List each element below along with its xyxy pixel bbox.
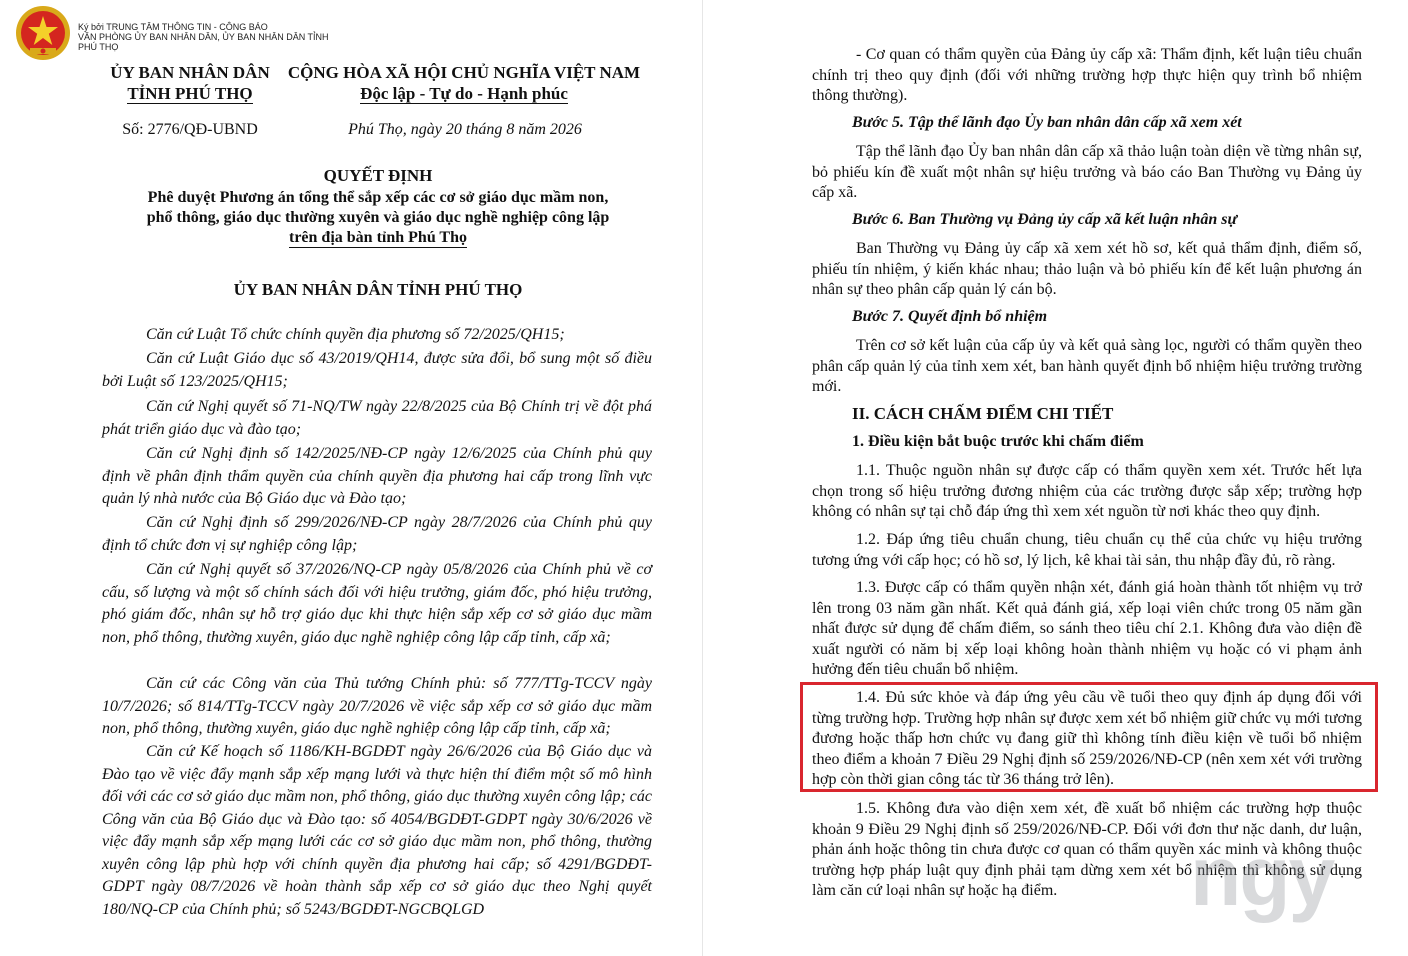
- legal-basis-8: Căn cứ Kế hoạch số 1186/KH-BGDĐT ngày 26/6/2026 của Bộ Giáo dục và Đào tạo về việc đẩy mạnh sắp xếp mạng lưới và thực hiện thí điểm một số mô hình đối với các cơ sở giáo dục mầm non, phổ thông, giáo dục thường xuyên công lập; các Công văn của Bộ Giáo dục và Đào tạo: số 4054/BGDĐT-GDPT ngày 30/6/2026 về việc đẩy mạnh sắp xếp mạng lưới các cơ sở giáo dục mầm non, phổ thông, thường xuyên công lập phù hợp với chính quyền địa phương hai cấp; số 4291/BGDĐT-GDPT ngày 08/7/2026 về hoàn thành sắp xếp cơ sở giáo dục theo Nghị quyết 180/NQ-CP của Chính phủ; số 5243/BGDĐT-NGCBQLGD: [102, 743, 652, 918]
- condition-1-3: 1.3. Được cấp có thẩm quyền nhận xét, đánh giá hoàn thành tốt nhiệm vụ trở lên trong 03 năm gần nhất. Kết quả đánh giá, xếp loại viên chức trong 05 năm gần nhất được sử dụng để chấm điểm, so sánh theo tiêu chí 2.1. Không đưa vào diện đề xuất người có năm bị xếp loại không hoàn thành nhiệm vụ hoặc có vi phạm ảnh hưởng đến tiêu chuẩn bổ nhiệm.: [812, 579, 1362, 678]
- document-title: [100, 188, 656, 248]
- legal-basis-2: Căn cứ Luật Giáo dục số 43/2019/QH14, được sửa đổi, bổ sung một số điều bởi Luật số 123/2025/QH15;: [102, 350, 652, 390]
- legal-basis-1: Căn cứ Luật Tổ chức chính quyền địa phương số 72/2025/QH15;: [146, 326, 565, 343]
- signature-line-1: Ký bởi TRUNG TÂM THÔNG TIN - CÔNG BÁO: [78, 22, 268, 32]
- condition-1-1: 1.1. Thuộc nguồn nhân sự được cấp có thẩm quyền xem xét. Trước hết lựa chọn trong số hiệu trưởng đương nhiệm của các trường được sắp xếp; trường hợp không có nhân sự tại chỗ đáp ứng thì xem xét nguồn từ nơi khác theo quy định.: [812, 462, 1362, 520]
- title-line-3: trên địa bàn tỉnh Phú Thọ: [289, 229, 467, 246]
- step-6-text: Ban Thường vụ Đảng ủy cấp xã xem xét hồ sơ, kết quả thẩm định, điểm số, phiếu tín nhiệm, ý kiến khác nhau; thảo luận và bỏ phiếu kín để kết luận phương án nhân sự theo phân cấp quản lý cán bộ.: [812, 240, 1362, 298]
- title-line-2: phổ thông, giáo dục thường xuyên và giáo dục nghề nghiệp công lập: [146, 209, 610, 226]
- condition-1-5: 1.5. Không đưa vào diện xem xét, đề xuất bổ nhiệm các trường hợp thuộc khoản 9 Điều 29 Nghị định số 259/2026/NĐ-CP. Đối với đơn thư nặc danh, dư luận, phản ánh hoặc thông tin chưa được cơ quan có thẩm quyền xác minh và không thuộc trường hợp pháp luật quy định phải tạm dừng xem xét bổ nhiệm thì không sử dụng làm căn cứ loại nhân sự hoặc hạ điểm.: [812, 800, 1362, 899]
- condition-1-2: 1.2. Đáp ứng tiêu chuẩn chung, tiêu chuẩn cụ thể của chức vụ hiệu trưởng tương ứng với cấp học; có hồ sơ, lý lịch, kê khai tài sản, thu nhập đầy đủ, rõ ràng.: [812, 531, 1362, 569]
- step-6-title: Bước 6. Ban Thường vụ Đảng ủy cấp xã kết luận nhân sự: [852, 211, 1238, 228]
- authority-heading: ỦY BAN NHÂN DÂN TỈNH PHÚ THỌ: [233, 280, 523, 299]
- legal-basis-6: Căn cứ Nghị quyết số 37/2026/NQ-CP ngày 05/8/2026 của Chính phủ về cơ cấu, số lượng và một số chính sách đối với hiệu trưởng, giám đốc, phó hiệu trưởng, phó giám đốc, nhân sự hỗ trợ giáo dục khi thực hiện sắp xếp cơ sở giáo dục mầm non, phổ thông, thường xuyên, giáo dục nghề nghiệp công lập cấp tỉnh, cấp xã;: [102, 561, 652, 646]
- highlight-box: [800, 682, 1378, 792]
- title-line-1: Phê duyệt Phương án tổng thể sắp xếp các cơ sở giáo dục mầm non,: [147, 189, 609, 206]
- subsection-1-title: 1. Điều kiện bắt buộc trước khi chấm điểm: [852, 433, 1144, 450]
- place-date: Phú Thọ, ngày 20 tháng 8 năm 2026: [348, 121, 582, 138]
- national-motto: [280, 62, 648, 104]
- signature-line-2: VĂN PHÒNG ỦY BAN NHÂN DÂN, ỦY BAN NHÂN DÂN TỈNH: [78, 32, 329, 42]
- national-emblem-icon: [14, 4, 72, 62]
- nation-motto: Độc lập - Tự do - Hạnh phúc: [360, 84, 568, 103]
- site-watermark: ngy: [1190, 829, 1334, 923]
- nation-name: CỘNG HÒA XÃ HỘI CHỦ NGHĨA VIỆT NAM: [287, 63, 641, 82]
- step-5-text: Tập thể lãnh đạo Ủy ban nhân dân cấp xã thảo luận toàn diện về từng nhân sự, bỏ phiếu kín đề xuất một nhân sự hiệu trưởng và báo cáo Ban Thường vụ Đảng ủy cấp xã.: [812, 143, 1362, 201]
- step-7-text: Trên cơ sở kết luận của cấp ủy và kết quả sàng lọc, người có thẩm quyền theo phân cấp quản lý của tỉnh xem xét, ban hành quyết định bổ nhiệm hiệu trưởng trường mới.: [812, 337, 1362, 395]
- issuing-authority: [100, 62, 280, 104]
- step-5-title: Bước 5. Tập thể lãnh đạo Ủy ban nhân dân cấp xã xem xét: [852, 114, 1242, 131]
- authority-line-1: ỦY BAN NHÂN DÂN: [110, 63, 270, 82]
- document-type: QUYẾT ĐỊNH: [323, 166, 433, 185]
- party-committee-appraisal: - Cơ quan có thẩm quyền của Đảng ủy cấp xã: Thẩm định, kết luận tiêu chuẩn chính trị theo quy định (đối với những trường hợp thực hiện quy trình bổ nhiệm thông thường).: [812, 46, 1362, 104]
- digital-signature-note: [78, 22, 329, 52]
- condition-1-4: 1.4. Đủ sức khỏe và đáp ứng yêu cầu về tuổi theo quy định áp dụng đối với từng trường hợp. Trường hợp nhân sự được xem xét bổ nhiệm giữ chức vụ mới tương đương hoặc thấp hơn chức vụ đang giữ thì không tính điều kiện về tuổi bổ nhiệm theo điểm a khoản 7 Điều 29 Nghị định số 259/2026/NĐ-CP (nên xem xét với trường hợp còn thời gian công tác từ 36 tháng trở lên).: [812, 689, 1362, 788]
- legal-basis-5: Căn cứ Nghị định số 299/2026/NĐ-CP ngày 28/7/2026 của Chính phủ quy định tổ chức đơn vị sự nghiệp công lập;: [102, 514, 652, 554]
- legal-basis-4: Căn cứ Nghị định số 142/2025/NĐ-CP ngày 12/6/2025 của Chính phủ quy định về phân định thẩm quyền của chính quyền địa phương hai cấp trong lĩnh vực quản lý nhà nước của Bộ Giáo dục và Đào tạo;: [102, 445, 652, 507]
- legal-basis-3: Căn cứ Nghị quyết số 71-NQ/TW ngày 22/8/2025 của Bộ Chính trị về đột phá phát triển giáo dục và đào tạo;: [102, 398, 652, 438]
- authority-line-2: TỈNH PHÚ THỌ: [127, 84, 253, 103]
- legal-basis-7: Căn cứ các Công văn của Thủ tướng Chính phủ: số 777/TTg-TCCV ngày 10/7/2026; số 814/TTg-TCCV ngày 20/7/2026 về việc sắp xếp cơ sở giáo dục mầm non, phổ thông, thường xuyên, giáo dục nghề nghiệp công lập cấp tỉnh, cấp xã;: [102, 675, 652, 737]
- document-number: Số: 2776/QĐ-UBND: [122, 121, 258, 138]
- signature-line-3: PHÚ THỌ: [78, 42, 119, 52]
- section-2-title: II. CÁCH CHẤM ĐIỂM CHI TIẾT: [852, 404, 1114, 423]
- step-7-title: Bước 7. Quyết định bổ nhiệm: [852, 308, 1048, 325]
